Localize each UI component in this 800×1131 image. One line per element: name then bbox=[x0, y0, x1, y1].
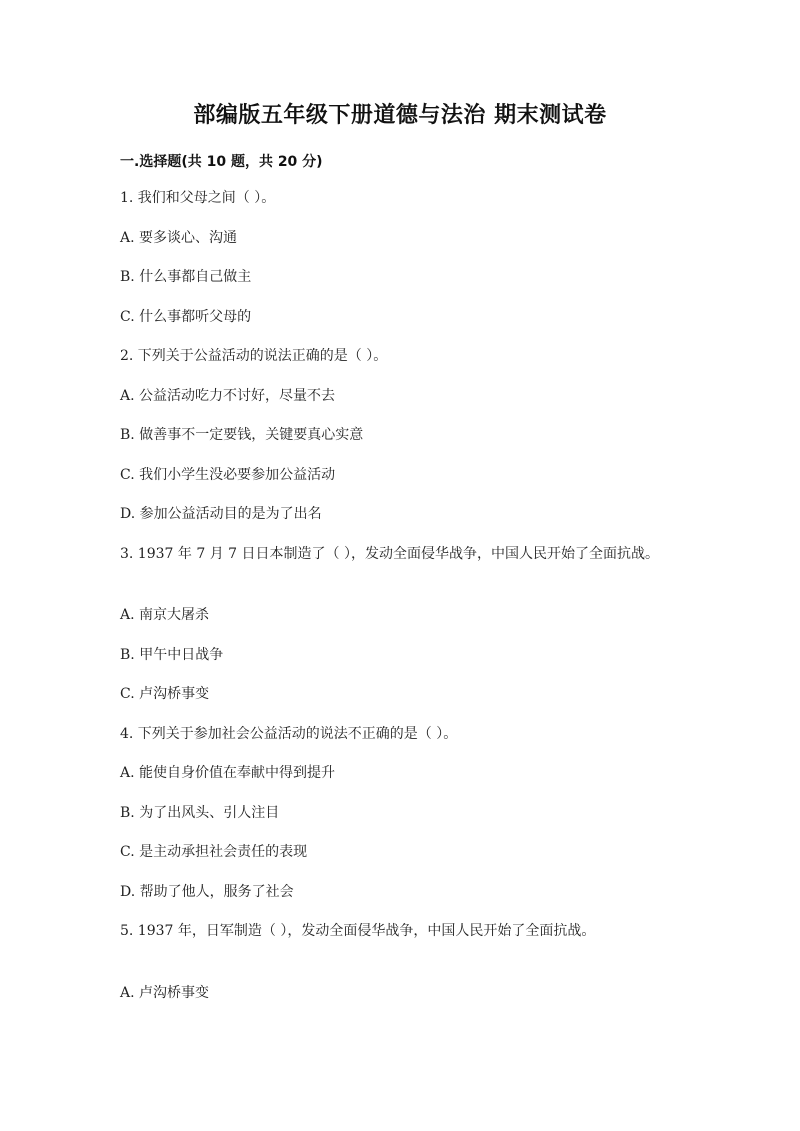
answer-option: A. 公益活动吃力不讨好，尽量不去 bbox=[120, 388, 336, 404]
question-stem: 3. 1937 年 7 月 7 日日本制造了（ ），发动全面侵华战争，中国人民开始了全面抗战。 bbox=[120, 546, 659, 562]
answer-option: B. 做善事不一定要钱，关键要真心实意 bbox=[120, 427, 364, 443]
page-title: 部编版五年级下册道德与法治 期末测试卷 bbox=[193, 103, 607, 128]
question-stem: 4. 下列关于参加社会公益活动的说法不正确的是（ ）。 bbox=[120, 726, 458, 742]
answer-option: C. 什么事都听父母的 bbox=[120, 309, 252, 325]
answer-option: B. 什么事都自己做主 bbox=[120, 269, 252, 285]
answer-option: A. 要多谈心、沟通 bbox=[120, 230, 238, 246]
answer-option: C. 是主动承担社会责任的表现 bbox=[120, 844, 308, 860]
answer-option: B. 甲午中日战争 bbox=[120, 647, 224, 663]
section-heading: 一.选择题(共 10 题，共 20 分) bbox=[120, 154, 323, 170]
answer-option: A. 卢沟桥事变 bbox=[120, 985, 210, 1001]
answer-option: B. 为了出风头、引人注目 bbox=[120, 805, 280, 821]
answer-option: A. 南京大屠杀 bbox=[120, 607, 210, 623]
question-stem: 2. 下列关于公益活动的说法正确的是（ ）。 bbox=[120, 348, 388, 364]
question-stem: 5. 1937 年，日军制造（ ），发动全面侵华战争，中国人民开始了全面抗战。 bbox=[120, 923, 596, 939]
answer-option: A. 能使自身价值在奉献中得到提升 bbox=[120, 765, 336, 781]
answer-option: C. 卢沟桥事变 bbox=[120, 686, 210, 702]
answer-option: C. 我们小学生没必要参加公益活动 bbox=[120, 467, 336, 483]
answer-option: D. 帮助了他人，服务了社会 bbox=[120, 884, 294, 900]
question-stem: 1. 我们和父母之间（ ）。 bbox=[120, 190, 276, 206]
answer-option: D. 参加公益活动目的是为了出名 bbox=[120, 506, 322, 522]
